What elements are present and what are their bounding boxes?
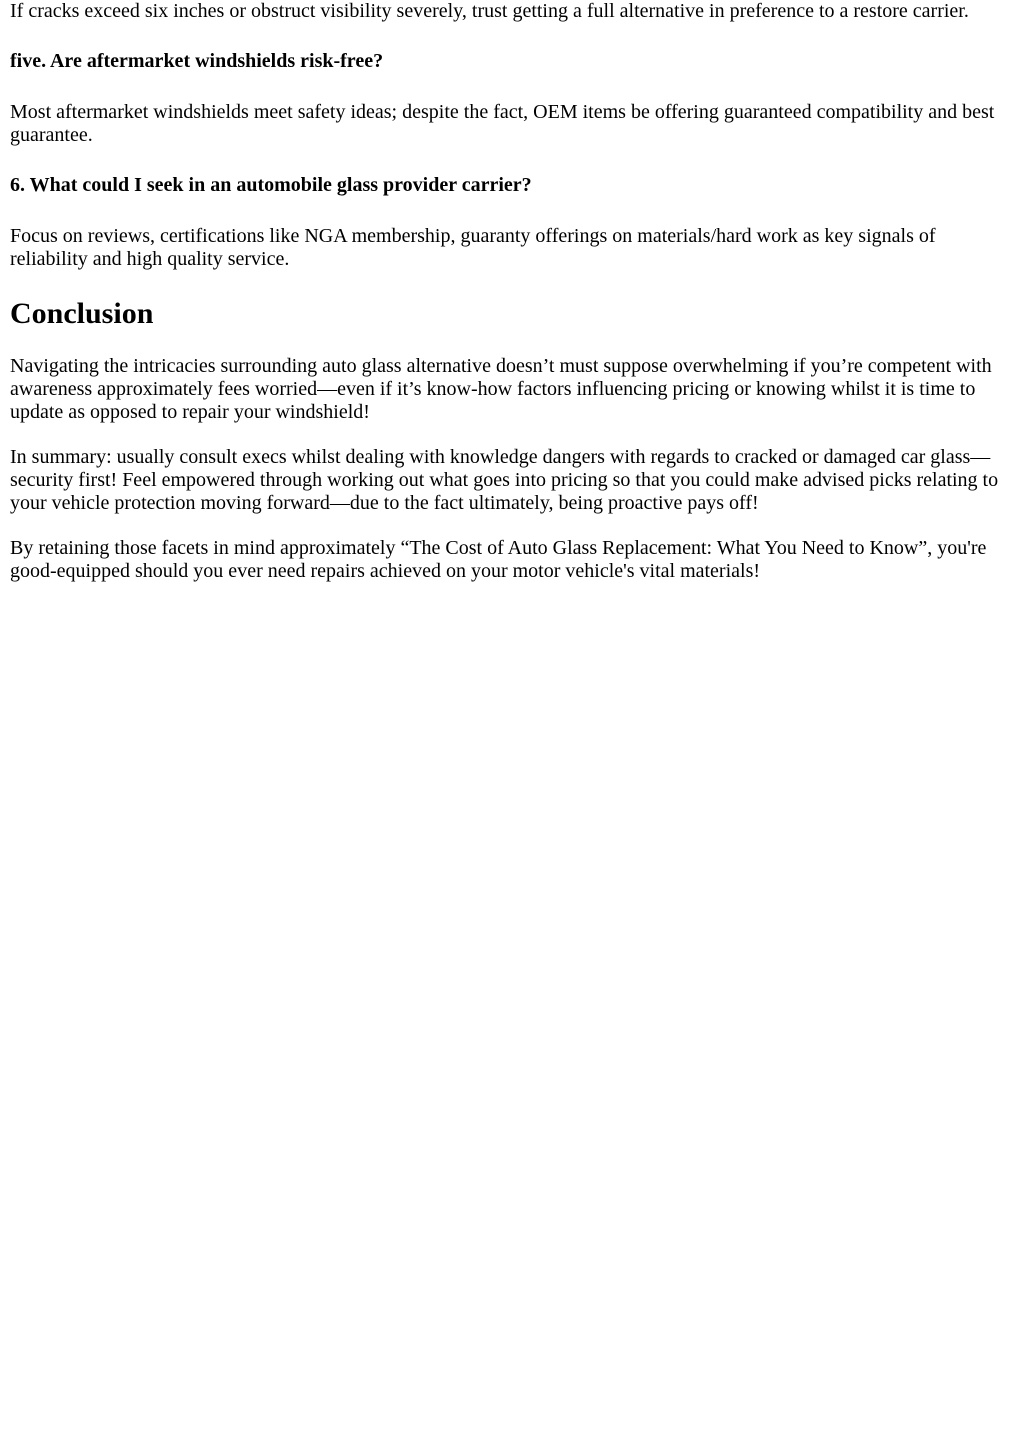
conclusion-heading: Conclusion — [10, 297, 154, 330]
faq-question-6: 6. What could I seek in an automobile glass provider carrier? — [10, 174, 532, 196]
conclusion-paragraph: Navigating the intricacies surrounding auto glass alternative doesn’t must suppose overwhelming if you’re competent with awareness approximately fees worried—even if it’s know-how factors influencing pricing or knowing whilst it is time to update as opposed to repair your windshield! — [10, 355, 992, 423]
intro-paragraph: If cracks exceed six inches or obstruct visibility severely, trust getting a full alternative in preference to a restore carrier. — [10, 0, 969, 22]
faq-question-5: five. Are aftermarket windshields risk-free? — [10, 50, 384, 72]
faq-answer-5: Most aftermarket windshields meet safety ideas; despite the fact, OEM items be offering guaranteed compatibility and best guarantee. — [10, 101, 995, 146]
article-body — [0, 0, 1024, 583]
faq-answer-6: Focus on reviews, certifications like NGA membership, guaranty offerings on materials/hard work as key signals of reliability and high quality service. — [10, 225, 936, 270]
conclusion-paragraph: By retaining those facets in mind approximately “The Cost of Auto Glass Replacement: What You Need to Know”, you're good-equipped should you ever need repairs achieved on your motor vehicle's vital materials! — [10, 537, 987, 582]
conclusion-paragraph: In summary: usually consult execs whilst dealing with knowledge dangers with regards to cracked or damaged car glass—security first! Feel empowered through working out what goes into pricing so that you could make advised picks relating to your vehicle protection moving forward—due to the fact ultimately, being proactive pays off! — [10, 446, 999, 514]
